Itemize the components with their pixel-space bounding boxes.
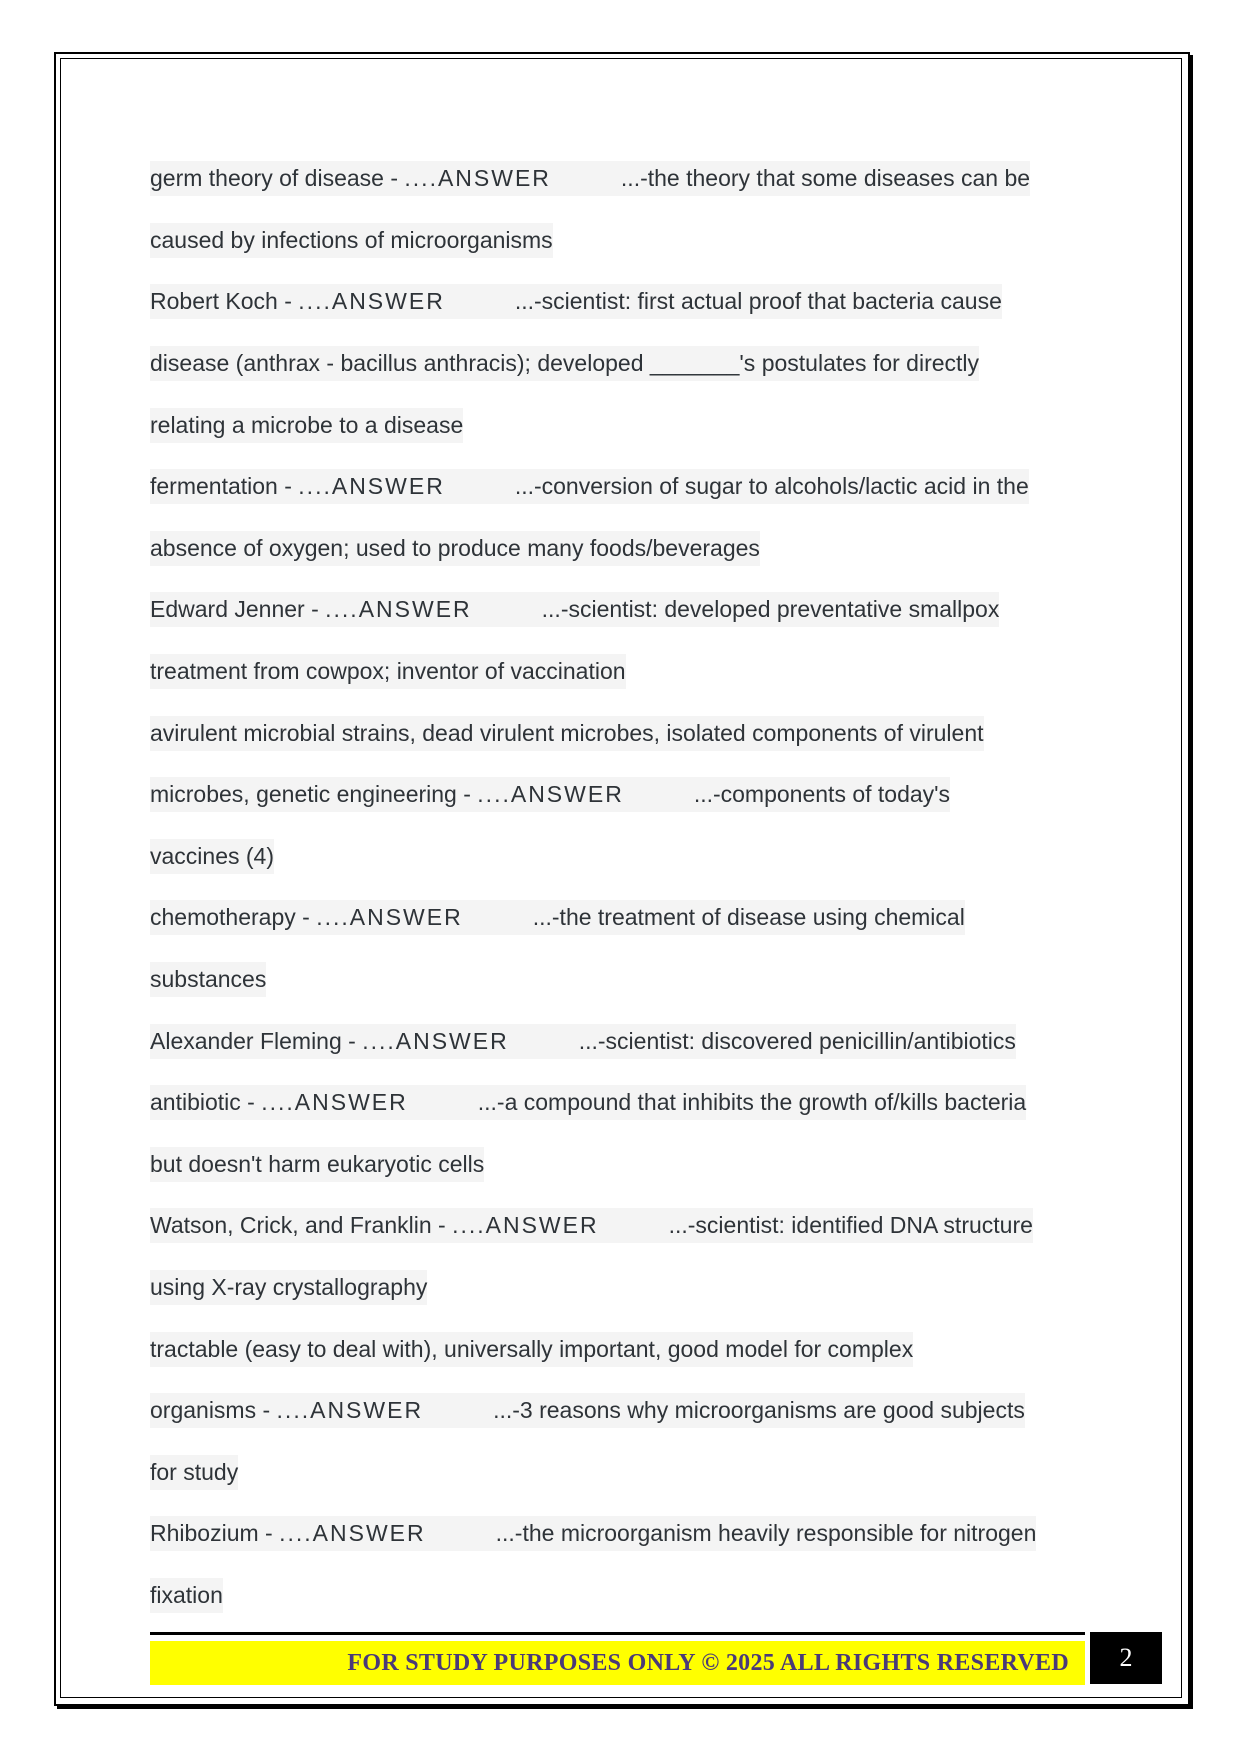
question-answer-line (150, 284, 1002, 319)
flashcard-entry (150, 1072, 1090, 1195)
text-line (150, 456, 1090, 518)
answer-marker: ....ANSWER (404, 165, 551, 192)
answer-marker: ....ANSWER (452, 1212, 599, 1239)
question-answer-line (150, 1024, 1016, 1059)
flashcard-entry (150, 702, 1090, 887)
answer-marker: ....ANSWER (298, 473, 445, 500)
text-line (150, 1134, 1090, 1196)
text-line (150, 518, 1090, 580)
definition: ...-conversion of sugar to alcohols/lactic acid in the (514, 473, 1029, 500)
term: Rhibozium - (150, 1520, 280, 1547)
definition: ...-components of today's (693, 781, 951, 808)
text-line (150, 333, 1090, 395)
flashcard-entry (150, 271, 1090, 456)
line-text: treatment from cowpox; inventor of vaccination (150, 654, 626, 689)
text-line (150, 887, 1090, 949)
definition: ...-the treatment of disease using chemical (532, 904, 965, 931)
footer-copyright: FOR STUDY PURPOSES ONLY © 2025 ALL RIGHTS RESERVED (347, 1649, 1069, 1676)
line-text: caused by infections of microorganisms (150, 223, 553, 258)
flashcard-entry (150, 148, 1090, 271)
flashcard-entry (150, 1318, 1090, 1503)
line-text: relating a microbe to a disease (150, 408, 463, 443)
term: organisms - (150, 1397, 277, 1424)
flashcard-entry (150, 1503, 1090, 1626)
flashcard-entry (150, 1010, 1090, 1072)
question-answer-line (150, 777, 950, 812)
term: microbes, genetic engineering - (150, 781, 478, 808)
line-text: but doesn't harm eukaryotic cells (150, 1147, 484, 1182)
text-line (150, 394, 1090, 456)
term: chemotherapy - (150, 904, 317, 931)
flashcard-entry (150, 1195, 1090, 1318)
page-number: 2 (1090, 1632, 1162, 1684)
term: Alexander Fleming - (150, 1027, 363, 1054)
question-answer-line (150, 592, 999, 627)
text-line (150, 641, 1090, 703)
answer-marker: ....ANSWER (316, 904, 463, 931)
definition: ...-scientist: discovered penicillin/antibiotics (578, 1027, 1016, 1054)
text-line (150, 1257, 1090, 1319)
line-text: absence of oxygen; used to produce many foods/beverages (150, 531, 760, 566)
text-line (150, 1565, 1090, 1627)
text-line (150, 271, 1090, 333)
question-answer-line (150, 900, 965, 935)
text-line (150, 1503, 1090, 1565)
question-answer-line (150, 161, 1030, 196)
term: Edward Jenner - (150, 596, 326, 623)
term: Watson, Crick, and Franklin - (150, 1212, 453, 1239)
text-line (150, 1380, 1090, 1442)
line-text: using X-ray crystallography (150, 1270, 427, 1305)
text-line (150, 764, 1090, 826)
line-text: avirulent microbial strains, dead virulent microbes, isolated components of virulent (150, 716, 984, 751)
text-line (150, 1441, 1090, 1503)
text-line (150, 148, 1090, 210)
line-text: tractable (easy to deal with), universally important, good model for complex (150, 1332, 913, 1367)
definition: ...-the theory that some diseases can be (620, 165, 1031, 192)
answer-marker: ....ANSWER (298, 288, 445, 315)
term: germ theory of disease - (150, 165, 405, 192)
line-text: substances (150, 962, 266, 997)
line-text: disease (anthrax - bacillus anthracis); developed _______'s postulates for directly (150, 346, 979, 381)
text-line (150, 1072, 1090, 1134)
text-line (150, 1318, 1090, 1380)
definition: ...-scientist: developed preventative smallpox (541, 596, 1000, 623)
answer-marker: ....ANSWER (362, 1027, 509, 1054)
question-answer-line (150, 1516, 1036, 1551)
line-text: vaccines (4) (150, 839, 274, 874)
answer-marker: ....ANSWER (477, 781, 624, 808)
answer-marker: ....ANSWER (279, 1520, 426, 1547)
definition: ...-a compound that inhibits the growth of/kills bacteria (477, 1089, 1027, 1116)
text-line (150, 702, 1090, 764)
footer-rule (150, 1632, 1085, 1635)
term: fermentation - (150, 473, 299, 500)
answer-marker: ....ANSWER (276, 1397, 424, 1424)
line-text: fixation (150, 1578, 223, 1613)
text-line (150, 1195, 1090, 1257)
question-answer-line (150, 1393, 1025, 1428)
text-line (150, 579, 1090, 641)
term: antibiotic - (150, 1089, 262, 1116)
definition: ...-scientist: first actual proof that bacteria cause (514, 288, 1002, 315)
text-line (150, 210, 1090, 272)
question-answer-line (150, 1208, 1033, 1243)
flashcard-entry (150, 887, 1090, 1010)
term: Robert Koch - (150, 288, 299, 315)
question-answer-line (150, 1085, 1026, 1120)
flashcard-entry (150, 456, 1090, 579)
answer-marker: ....ANSWER (261, 1089, 408, 1116)
flashcard-list (150, 148, 1090, 1626)
line-text: for study (150, 1455, 238, 1490)
text-line (150, 949, 1090, 1011)
flashcard-entry (150, 579, 1090, 702)
definition: ...-scientist: identified DNA structure (668, 1212, 1033, 1239)
answer-marker: ....ANSWER (325, 596, 472, 623)
text-line (150, 1010, 1090, 1072)
definition: ...-3 reasons why microorganisms are good subjects (493, 1397, 1025, 1424)
definition: ...-the microorganism heavily responsible for nitrogen (495, 1520, 1037, 1547)
text-line (150, 826, 1090, 888)
question-answer-line (150, 469, 1029, 504)
footer-band (150, 1641, 1085, 1685)
